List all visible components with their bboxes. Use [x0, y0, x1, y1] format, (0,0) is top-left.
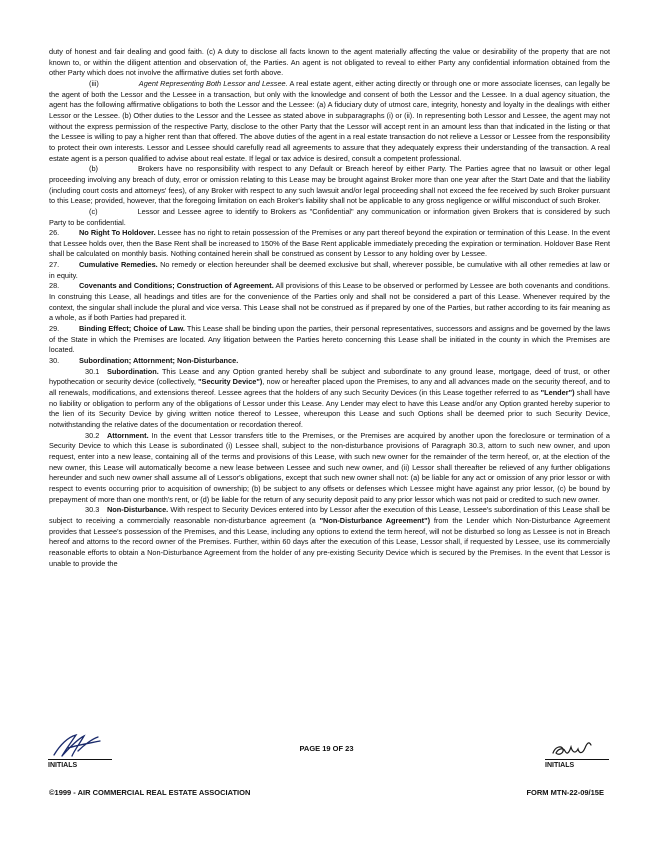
section-heading: Binding Effect; Choice of Law.: [79, 324, 185, 334]
section-text: In the event that Lessor transfers title to the Premises, or the Premises are acquired by another upon the foreclosure or termination of a Security Device to which this Lease is subordinated (i) Lessee shall, subject to the non-disturbance provisions of Paragraph 30.3, attorn to such new owner, and upon request, enter into a new lease, containing all of the terms and provisions of this Lease, with such new owner for the remainder of the term hereof, or, at the election of the new owner, this Lease will automatically become a new lease between Lessee and such new owner, and (ii) Lessor shall thereafter be relieved of any further obligations hereunder and such new owner shall assume all of Lessor's obligations, except that such new owner shall not: (a) be liable for any act or omission of any prior lessor or with respect to events occurring prior to acquisition of ownership; (b) be subject to any offsets or defenses which Lessee might have against any prior lessor, (c) be bound by prepayment of more than one month's rent, or (d) be liable for the return of any security deposit paid to any prior lessor which was not paid or credited to such new owner.: [49, 430, 610, 504]
section-text: , now or hereafter placed upon the Premises, to any and all advances made on the security thereof, and to all renewals, modifications, and extensions thereof. Lessee agrees that the holders of any such Security Devices (in this Lease together referred to as: [49, 377, 610, 397]
section-text: shall have no liability or obligation to perform any of the obligations of Lessor under this Lease. Any Lender may elect to have this Lease and/or any Option granted hereby superior to the lien of its Security Device by giving written notice thereof to Lessee, whereupon this Lease and such Options shall be deemed prior to such Security Device, notwithstanding the relative dates of the documentation or recordation thereof.: [49, 388, 610, 429]
section-30-2: [49, 431, 610, 506]
paragraph-text: duty of honest and fair dealing and good faith. (c) A duty to disclose all facts known to the agent materially affecting the value or desirability of the property that are not known to, or within the diligent attention and observation of, the Parties. An agent is not obligated to reveal to either Party any confidential information obtained from the other Party which does not involve the affirmative duties set forth above.: [49, 47, 610, 78]
initials-label: INITIALS: [48, 762, 78, 769]
section-text: from the Lender which Non-Disturbance Agreement provides that Lessee's possession of the Premises, and this Lease, including any options to extend the term hereof, will not be disturbed so long as Lessee is not in Breach hereof and attorns to the record owner of the Premises. Further, within 60 days after the execution of this Lease, Lessor shall, if requested by Lessee, use its commercially reasonable efforts to obtain a Non-Disturbance Agreement from the holder of any pre-existing Security Device which is secured by the Premises. In the event that Lessor is unable to provide the: [49, 515, 610, 568]
defined-term: "Non-Disturbance Agreement"): [319, 515, 431, 525]
copyright-notice: ©1999 - AIR COMMERCIAL REAL ESTATE ASSOCIATION: [49, 788, 251, 797]
defined-term: "Lender"): [540, 388, 575, 397]
form-number: FORM MTN-22-09/15E: [526, 788, 604, 797]
section-29: [49, 324, 610, 356]
paragraph-dual-agency: [49, 79, 610, 164]
subsection-number: 30.3: [85, 505, 100, 515]
section-30-3: [49, 505, 610, 569]
section-heading: Subordination; Attornment; Non-Disturbance.: [79, 356, 239, 366]
section-text: This Lease and any Option granted hereby shall be subject and subordinate to any ground lease, mortgage, deed of trust, or other hypothecation or security device (collectively,: [49, 366, 610, 387]
subparagraph-heading: Agent Representing Both Lessor and Lessee.: [138, 78, 288, 88]
section-heading: Covenants and Conditions; Construction of Agreement.: [79, 281, 274, 291]
section-heading: No Right To Holdover.: [79, 228, 156, 238]
subparagraph-label: (iii): [89, 78, 99, 88]
section-28: [49, 281, 610, 324]
section-30: [49, 356, 610, 367]
section-number: 27.: [49, 260, 60, 270]
subparagraph-label: (c): [89, 206, 98, 216]
section-text: No remedy or election hereunder shall be deemed exclusive but shall, wherever possible, be cumulative with all other remedies at law or in equity.: [49, 260, 610, 280]
section-heading: Cumulative Remedies.: [79, 260, 158, 270]
section-number: 30.: [49, 356, 60, 366]
handwritten-initials-right: [545, 731, 609, 759]
page-number: PAGE 19 OF 23: [299, 744, 354, 753]
paragraph-text: A real estate agent, either acting directly or through one or more associate licenses, can legally be the agent of both the Lessor and the Lessee in a transaction, but only with the knowledge and consent of both the Lessor and the Lessee. In a dual agency situation, the agent has the following affirmative obligations to both the Lessor and the Lessee: (a) A fiduciary duty of utmost care, integrity, honesty and loyalty in the dealings with either Lessor or the Lessee. (b) Other duties to the Lessor and the Lessee as stated above in subparagraphs (i) or (ii). In representing both Lessor and Lessee, the agent may not without the express permission of the respective Party, disclose to the other Party that the Lessor will accept rent in an amount less than that indicated in the listing or that the Lessee is willing to pay a higher rent than that offered. The above duties of the agent in a real estate transaction do not relieve a Lessor or Lessee from the responsibility to protect their own interests. Lessor and Lessee should carefully read all agreements to assure that they adequately express their understanding of the transaction. A real estate agent is a person qualified to advise about real estate. If legal or tax advice is desired, consult a competent professional.: [49, 78, 610, 163]
initials-block-lessee: [545, 731, 609, 769]
subsection-heading: Subordination.: [107, 366, 159, 376]
section-number: 26.: [49, 228, 60, 238]
subsection-heading: Attornment.: [107, 430, 149, 440]
lease-body: [49, 47, 610, 722]
paragraph-text: Lessor and Lessee agree to identify to Brokers as "Confidential" any communication or information given Brokers that is considered by such Party to be confidential.: [49, 206, 610, 227]
subsection-number: 30.2: [85, 430, 100, 440]
paragraph-agency-duties: [49, 47, 610, 79]
subparagraph-label: (b): [89, 164, 98, 174]
initials-line: [545, 759, 609, 760]
initials-line: [48, 759, 112, 760]
section-27: [49, 260, 610, 281]
section-text: All provisions of this Lease to be observed or performed by Lessee are both covenants and conditions. In construing this Lease, all headings and titles are for the convenience of the Parties only and shall not be considered a part of this Lease. Whenever required by the context, the singular shall include the plural and vice versa. This Lease shall not be construed as if prepared by one of the Parties, but rather according to its fair meaning as a whole, as if both Parties had prepared it.: [49, 281, 610, 323]
section-26: [49, 228, 610, 260]
paragraph-broker-liability: [49, 164, 610, 207]
paragraph-text: Brokers have no responsibility with respect to any Default or Breach hereof by either Party. The Parties agree that no lawsuit or other legal proceeding involving any breach of duty, error or omission relating to this Lease may be brought against Broker more than one year after the Start Date and that the liability (including court costs and attorneys' fees), of any Broker with respect to any such lawsuit and/or legal proceeding shall not exceed the fee received by such Broker pursuant to this Lease; provided, however, that the foregoing limitation on each Broker's liability shall not be applicable to any gross negligence or willful misconduct of such Broker.: [49, 164, 610, 206]
defined-term: "Security Device"): [198, 377, 263, 387]
section-number: 29.: [49, 324, 60, 334]
section-number: 28.: [49, 281, 60, 291]
initials-label: INITIALS: [545, 762, 575, 769]
section-text: This Lease shall be binding upon the parties, their personal representatives, successors and assigns and be governed by the laws of the State in which the Premises are located. Any litigation between the Parties hereto concerning this Lease shall be initiated in the county in which the Premises are located.: [49, 324, 610, 355]
subsection-heading: Non-Disturbance.: [107, 505, 169, 515]
section-30-1: [49, 367, 610, 431]
paragraph-confidential: [49, 207, 610, 228]
subsection-number: 30.1: [85, 366, 100, 376]
section-text: Lessee has no right to retain possession of the Premises or any part thereof beyond the expiration or termination of this Lease. In the event that Lessee holds over, then the Base Rent shall be increased to 150% of the Base Rent applicable immediately preceding the expiration or termination. Holdover Base Rent shall be calculated on monthly basis. Nothing contained herein shall be construed as consent by Lessor to any holding over by Lessee.: [49, 228, 610, 259]
section-text: With respect to Security Devices entered into by Lessor after the execution of this Lease, Lessee's subordination of this Lease shall be subject to receiving a commercially reasonable non-disturbance agreement (a: [49, 505, 610, 525]
